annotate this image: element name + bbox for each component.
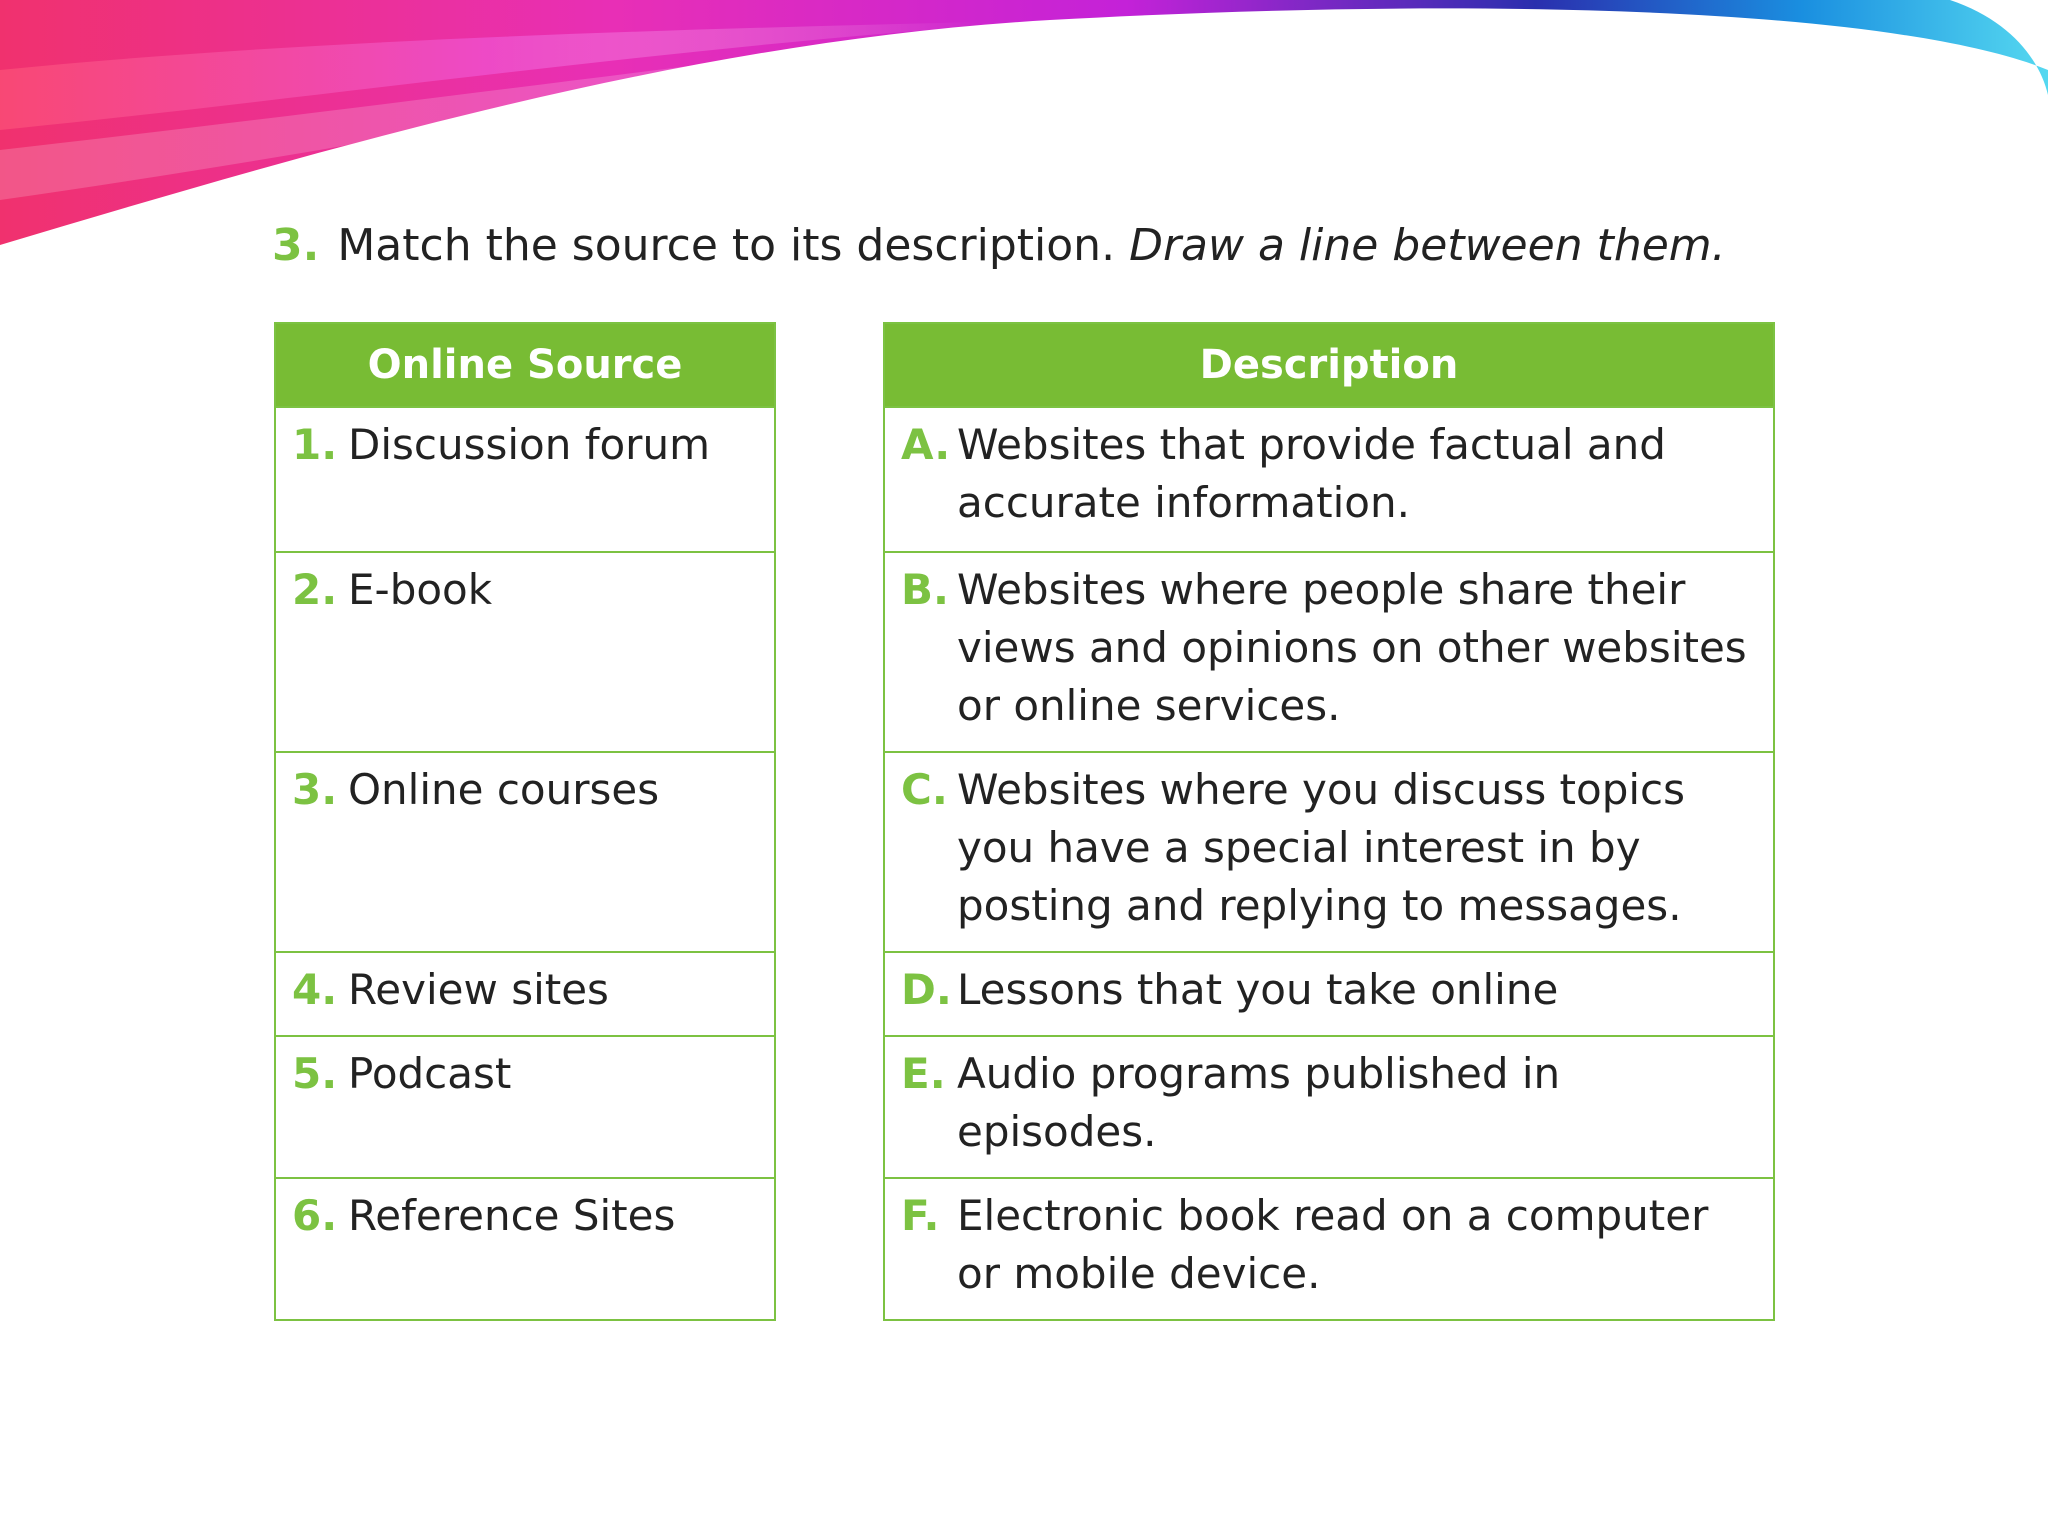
instruction-text: Match the source to its description. xyxy=(337,220,1116,271)
source-text: Discussion forum xyxy=(348,420,710,469)
source-text: Reference Sites xyxy=(348,1191,676,1240)
description-header: Description xyxy=(884,323,1774,407)
table-row xyxy=(275,952,775,1036)
table-row xyxy=(884,752,1774,952)
table-row xyxy=(275,1036,775,1178)
row-number: 4. xyxy=(292,965,338,1014)
description-table xyxy=(883,322,1775,1321)
row-letter: C. xyxy=(901,765,948,814)
source-text: Online courses xyxy=(348,765,660,814)
row-number: 1. xyxy=(292,420,338,469)
row-letter: D. xyxy=(901,965,952,1014)
table-row xyxy=(884,1178,1774,1320)
question-number: 3. xyxy=(272,220,320,271)
row-number: 6. xyxy=(292,1191,338,1240)
row-letter: E. xyxy=(901,1049,946,1098)
source-text: Review sites xyxy=(348,965,609,1014)
table-row xyxy=(884,952,1774,1036)
table-row xyxy=(275,552,775,752)
row-number: 3. xyxy=(292,765,338,814)
description-text: Websites where people share their views and opinions on other websites or online services. xyxy=(957,565,1747,730)
table-row xyxy=(275,407,775,552)
row-number: 5. xyxy=(292,1049,338,1098)
description-text: Websites that provide factual and accurate information. xyxy=(957,420,1666,527)
row-letter: B. xyxy=(901,565,949,614)
table-row xyxy=(884,407,1774,552)
row-letter: A. xyxy=(901,420,951,469)
source-text: Podcast xyxy=(348,1049,512,1098)
table-row xyxy=(884,552,1774,752)
table-row xyxy=(884,1036,1774,1178)
description-text: Lessons that you take online xyxy=(957,965,1559,1014)
table-row xyxy=(275,752,775,952)
row-number: 2. xyxy=(292,565,338,614)
table-row xyxy=(275,1178,775,1320)
instruction-line xyxy=(272,218,1972,274)
online-source-table xyxy=(274,322,776,1321)
online-source-header: Online Source xyxy=(275,323,775,407)
description-text: Audio programs published in episodes. xyxy=(957,1049,1561,1156)
description-text: Websites where you discuss topics you have a special interest in by posting and replying to messages. xyxy=(957,765,1686,930)
source-text: E-book xyxy=(348,565,493,614)
description-text: Electronic book read on a computer or mobile device. xyxy=(957,1191,1709,1298)
row-letter: F. xyxy=(901,1191,940,1240)
instruction-emphasis: Draw a line between them. xyxy=(1129,220,1726,271)
